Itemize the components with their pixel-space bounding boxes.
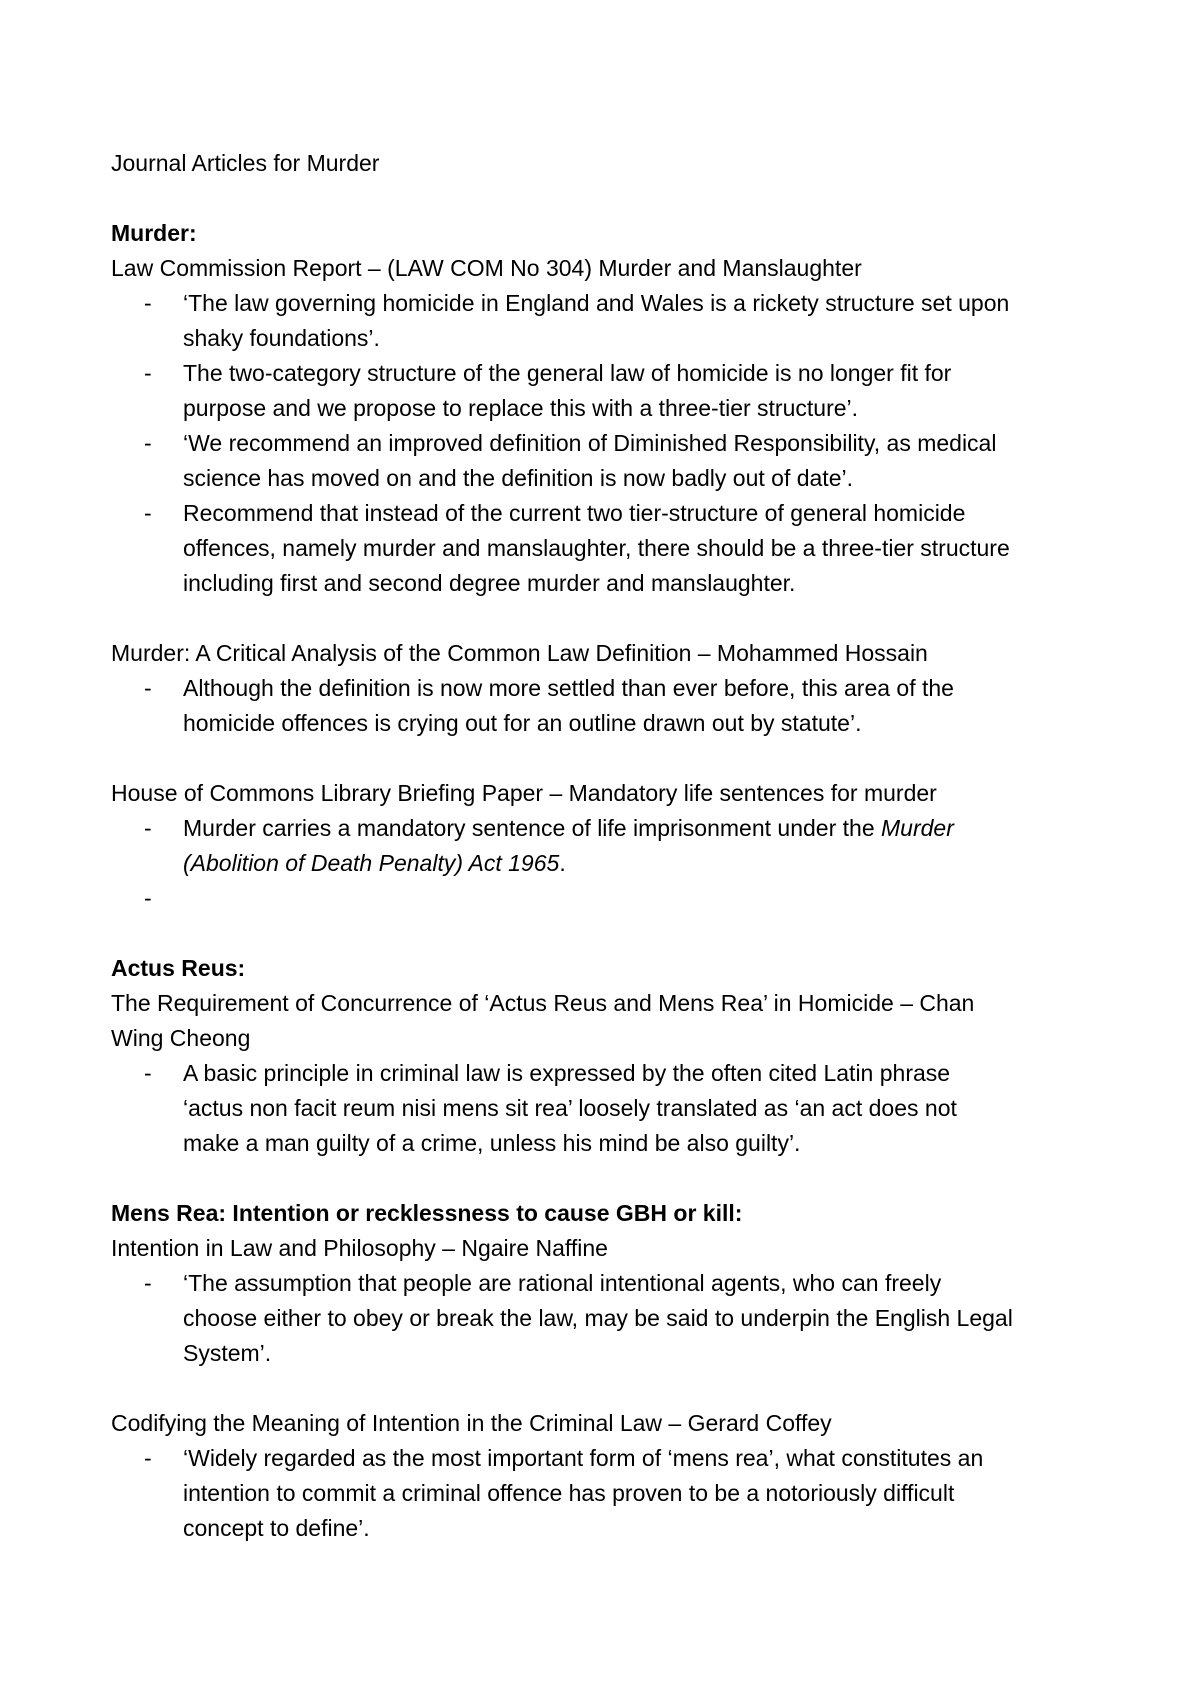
bullet-text bbox=[183, 885, 189, 911]
bullet-point bbox=[111, 426, 1013, 496]
bullet-dash: - bbox=[144, 1060, 152, 1086]
article-points bbox=[111, 1441, 1111, 1546]
bullet-point bbox=[111, 496, 1028, 601]
section-heading-actus-reus: Actus Reus: bbox=[111, 955, 246, 981]
bullet-text: Although the definition is now more settled than ever before, this area of the homicide offences is crying out for an outline drawn out by statute’. bbox=[183, 675, 954, 736]
article-points bbox=[111, 286, 1111, 601]
bullet-point bbox=[111, 356, 1013, 426]
bullet-dash: - bbox=[144, 675, 152, 701]
bullet-text: ‘We recommend an improved definition of Diminished Responsibility, as medical science has moved on and the definition is now badly out of date’. bbox=[183, 430, 997, 491]
article-source: Law Commission Report – (LAW COM No 304) Murder and Manslaughter bbox=[111, 255, 862, 281]
bullet-text: ‘The assumption that people are rational intentional agents, who can freely choose either to obey or break the law, may be said to underpin the English Legal System’. bbox=[183, 1270, 1013, 1366]
bullet-point bbox=[111, 1441, 1013, 1546]
bullet-dash: - bbox=[144, 360, 152, 386]
bullet-text: ‘Widely regarded as the most important form of ‘mens rea’, what constitutes an intention to commit a criminal offence has proven to be a notoriously difficult concept to define’. bbox=[183, 1445, 984, 1541]
document-title: Journal Articles for Murder bbox=[111, 150, 380, 176]
bullet-text: ‘The law governing homicide in England and Wales is a rickety structure set upon shaky foundations’. bbox=[183, 290, 1010, 351]
bullet-text: Recommend that instead of the current two tier-structure of general homicide offences, namely murder and manslaughter, there should be a three-tier structure including first and second degree murder and manslaughter. bbox=[183, 500, 1010, 596]
article-source: The Requirement of Concurrence of ‘Actus Reus and Mens Rea’ in Homicide – Chan Wing Cheong bbox=[111, 990, 975, 1051]
bullet-dash: - bbox=[144, 500, 152, 526]
article-points bbox=[111, 811, 1111, 916]
bullet-dash: - bbox=[144, 815, 152, 841]
bullet-point bbox=[111, 1266, 1013, 1371]
article-points bbox=[111, 1056, 1111, 1161]
article-source: Murder: A Critical Analysis of the Common Law Definition – Mohammed Hossain bbox=[111, 640, 928, 666]
bullet-text: The two-category structure of the general law of homicide is no longer fit for purpose and we propose to replace this with a three-tier structure’. bbox=[183, 360, 952, 421]
bullet-text: Murder carries a mandatory sentence of life imprisonment under the bbox=[183, 815, 881, 841]
bullet-point-empty bbox=[111, 881, 1111, 916]
bullet-dash: - bbox=[144, 1270, 152, 1296]
article-source: Intention in Law and Philosophy – Ngaire Naffine bbox=[111, 1235, 608, 1261]
bullet-point bbox=[111, 286, 1013, 356]
article-points bbox=[111, 671, 1111, 741]
bullet-point bbox=[111, 671, 1013, 741]
bullet-point bbox=[111, 1056, 1013, 1161]
article-source: House of Commons Library Briefing Paper – Mandatory life sentences for murder bbox=[111, 780, 937, 806]
bullet-dash: - bbox=[144, 1445, 152, 1471]
statute-name: Murder (Abolition of Death Penalty) Act 1965 bbox=[183, 815, 954, 876]
bullet-text-end: . bbox=[559, 850, 566, 876]
bullet-dash: - bbox=[144, 290, 152, 316]
document-body bbox=[111, 146, 1111, 1546]
article-source: Codifying the Meaning of Intention in the Criminal Law – Gerard Coffey bbox=[111, 1410, 832, 1436]
section-heading-mens-rea: Mens Rea: Intention or recklessness to cause GBH or kill: bbox=[111, 1200, 743, 1226]
bullet-dash: - bbox=[144, 430, 152, 456]
article-points bbox=[111, 1266, 1111, 1371]
bullet-point bbox=[111, 811, 1013, 881]
section-heading-murder: Murder: bbox=[111, 220, 197, 246]
bullet-dash: - bbox=[144, 885, 152, 911]
bullet-text: A basic principle in criminal law is expressed by the often cited Latin phrase ‘actus non facit reum nisi mens sit rea’ loosely translated as ‘an act does not make a man guilty of a crime, unless his mind be also guilty’. bbox=[183, 1060, 957, 1156]
